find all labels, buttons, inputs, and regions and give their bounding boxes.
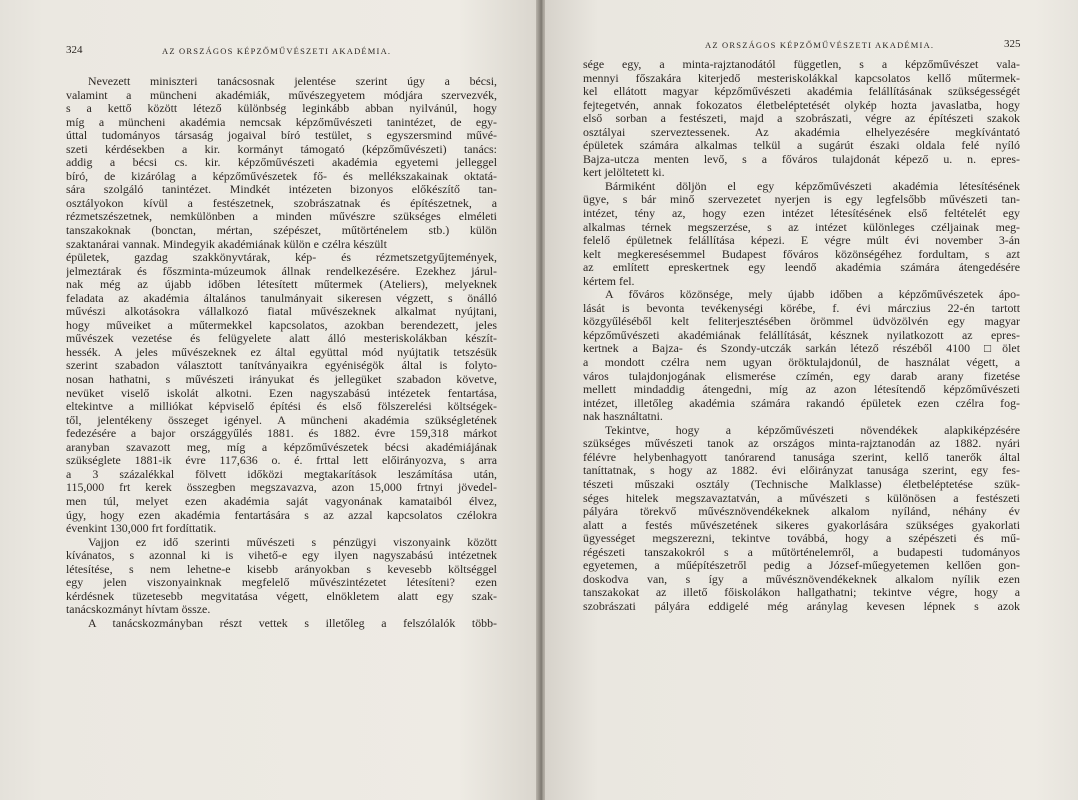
text-line: Nevezett miniszteri tanácsosnak jelentése szerint úgy a bécsi, bbox=[88, 75, 497, 88]
text-line: a mondott czélra nem ugyan öröktulajdonúl, de használat végett, a bbox=[583, 356, 1020, 370]
text-line: kértem fel. bbox=[583, 274, 635, 288]
text-line: A tanácskozmányban részt vettek s illetőleg a felszólalók több- bbox=[88, 616, 497, 630]
text-line: tészeti műszaki osztály (Technische Malklasse) életbeléptetése szük- bbox=[583, 477, 1020, 491]
text-line: nak használtatni. bbox=[583, 410, 663, 424]
text-line: lását is bevonta tevékenységi körébe, f. évi márczius 22-én tartott bbox=[583, 301, 1020, 315]
text-line: valamint a müncheni akadémiák, művészegyetem módjára szervezvék, bbox=[66, 88, 497, 102]
text-line: évenkint 130,000 frt fordíttatik. bbox=[66, 522, 217, 536]
text-line: jelmeztárak és főszminta-múzeumok állnak rendelkezésére. Ezekhez járul- bbox=[66, 264, 497, 278]
right-page-number: 325 bbox=[1004, 38, 1021, 50]
text-line: men túl, melyet ezen akadémia saját vagyonának kamataiból élvez, bbox=[66, 494, 497, 508]
text-line: úgy, hogy ezen akadémia fentartására s az azzal kapcsolatos czélokra bbox=[66, 508, 497, 522]
text-line: nosan hathatni, s művészeti irányukat és jellegüket szabadon követve, bbox=[66, 373, 497, 387]
text-line: kel ellátott magyar képzőművészeti akadémia felállításának szükségességét bbox=[583, 85, 1020, 99]
text-line: közgyűléséből kelt feliterjesztésében örömmel üdvözölvén egy magyar bbox=[583, 315, 1020, 329]
text-line: nevüket viselő iskolát alkotni. Ezen nagyszabású intézetek fentartása, bbox=[66, 386, 497, 400]
text-line: alkalmas térnek megszerzése, s az intézet különleges czéljainak meg- bbox=[583, 220, 1020, 234]
text-line: félévre helybenhagyott tanórarend tanusága szerint, kellő tanerők által bbox=[583, 450, 1020, 464]
text-line: szükséglete 1881-ik évre 117,636 o. é. frttal lett előirányozva, s arra bbox=[66, 454, 497, 468]
text-line: művészi alkotásokra vállalkozó fiatal művészeknek alkalmat nyújtani, bbox=[66, 305, 497, 319]
text-line: osztályai szerveztessenek. Az akadémia elhelyezésére megkívántató bbox=[583, 125, 1020, 139]
text-line: Bajza-utcza menten levő, s a főváros tulajdonát képező u. n. epres- bbox=[583, 152, 1020, 166]
text-line: taníttatnak, s hogy az 1882. évi előirányzat tanusága szerint, egy fes- bbox=[583, 464, 1020, 478]
text-line: ügyességet megszerezni, tekintve továbbá, hogy a szépészeti és mű- bbox=[583, 532, 1020, 546]
text-line: doskodva van, s így a művésznövendékeknek alkalom nyílik ezen bbox=[583, 572, 1020, 586]
text-line: mellett mindaddig átengedni, míg az azon létesítendő képzőművészeti bbox=[583, 383, 1020, 397]
text-line: szobrászati pályára eddigelé még aránylag kevesen lépnek s azok bbox=[583, 599, 1020, 613]
text-line: től, jelentékeny összeget igényel. A müncheni akadémia szükségletének bbox=[66, 413, 497, 427]
text-line: tanszakoknak (bonctan, mértan, szépészet, műtörténelem stb.) külön bbox=[66, 224, 497, 238]
text-line: épületek számára alkalmas telkül a sugárút északi oldala felé nyíló bbox=[583, 139, 1020, 153]
text-line: addig a bécsi cs. kir. képzőművészeti akadémia egyetemi jelleggel bbox=[66, 156, 497, 170]
text-line: kertnek a Bajza- és Szondy-utczák sarkán létező részéből 4100 □ölet bbox=[583, 342, 1020, 356]
text-line: kelt megkeresésemmel Budapest főváros közönségéhez fordultam, s azt bbox=[583, 247, 1020, 261]
text-line: kert jelöltetett ki. bbox=[583, 166, 665, 180]
text-line: hogy műveiket a műtermekkel kapcsolatos, azokban berendezett, jeles bbox=[66, 318, 497, 332]
text-line: pályára törekvő művésznövendékeknek alkalom nyílánd, néhány év bbox=[583, 505, 1020, 519]
text-line: fedezésére a bajor országgyűlés 1881. és 1882. évre 159,318 márkot bbox=[66, 427, 497, 441]
text-line: régészeti tanszakokról s a műtörténelemről, a budapesti tudományos bbox=[583, 545, 1020, 559]
text-line: épületek, gazdag szakkönyvtárak, kép- és rézmetszetgyűjtemények, bbox=[66, 251, 497, 265]
text-line: mennyi főszakára kiterjedő mesteriskolákkal kapcsolatos kellő műtermek- bbox=[583, 71, 1020, 85]
right-running-header: AZ ORSZÁGOS KÉPZŐMŰVÉSZETI AKADÉMIA. bbox=[705, 40, 935, 50]
text-line: egyetemen, a műépítészetről pedig a József-műegyetemen kellően gon- bbox=[583, 559, 1020, 573]
text-line: művészek vezetése és felügyelete alatt álló mesteriskolákban készít- bbox=[66, 332, 497, 346]
text-line: kívánatos, s azonnal ki is vihető-e egy ilyen nagyszabású intézetnek bbox=[66, 549, 497, 563]
text-line: hessék. A jeles művészeknek ez által együttal mód nyújtatik tetszésük bbox=[66, 345, 497, 359]
text-line: képzőművészeti akadémiának felállítását, késznek nyilatkozott az epres- bbox=[583, 328, 1020, 342]
text-line: eltekintve a milliókat képviselő építési és első fölszerelési költségek- bbox=[66, 400, 497, 414]
right-page bbox=[545, 0, 1078, 800]
right-page-body bbox=[583, 58, 1020, 613]
text-line: tanácskozmányt hívtam össze. bbox=[66, 603, 211, 617]
text-line: sége egy, a minta-rajztanodától független, s a képzőművészet vala- bbox=[583, 58, 1020, 71]
text-line: bíró, de kizárólag a képzőművészetek fő- és mellékszakainak oktatá- bbox=[66, 169, 497, 183]
text-line: szeti kérdésekben a kir. kormányt támogató (képzőművészeti) tanács: bbox=[66, 142, 497, 156]
text-line: 115,000 frt kerek összegben megszavazva, azon 15,000 frtnyi jövedel- bbox=[66, 481, 497, 495]
text-line: ügye, s bár minő szervezetet nyerjen is egy legfelsőbb művészeti tan- bbox=[583, 193, 1020, 207]
text-line: egy jelen viszonyainknak megfelelő művészintézetet létesíteni? ezen bbox=[66, 576, 497, 590]
text-line: A főváros közönsége, mely újabb időben a képzőművészetek ápo- bbox=[605, 288, 1020, 302]
text-line: Vajjon ez idő szerinti művészeti s pénzügyi viszonyaink között bbox=[88, 535, 497, 549]
text-line: s a kettő között létező különbség leginkább abban nyilvánúl, hogy bbox=[66, 102, 497, 116]
text-line: szaktanárai vannak. Mindegyik akadémiának külön e czélra készült bbox=[66, 237, 387, 251]
text-line: kérdésnek tüzetesebb megvitatása végett, elnökletem alatt egy szak- bbox=[66, 589, 497, 603]
text-line: úttal tudományos társaság jogaival bíró testület, s egyszersmind művé- bbox=[66, 129, 497, 143]
text-line: intézet, illetőleg akadémia számára rakandó épületek ezen czélra fog- bbox=[583, 396, 1020, 410]
text-line: nak még az újabb időben létesített műtermek (Ateliers), melyeknek bbox=[66, 278, 497, 292]
text-line: rézmetszészetnek, nemkülönben a minden művészre szükséges elméleti bbox=[66, 210, 497, 224]
text-line: Tekintve, hogy a képzőművészeti növendékek alapkiképzésére bbox=[605, 423, 1020, 437]
text-line: város tulajdonjogának elismerése czímén, egy darab arany fizetése bbox=[583, 369, 1020, 383]
text-line: az említett epreskertnek egy leendő akadémia számára átengedésére bbox=[583, 261, 1020, 275]
text-line: osztályokon kívül a festészetnek, szobrászatnak és építészetnek, a bbox=[66, 196, 497, 210]
text-line: szerint szabadon választott tanítványaikra egyéniségök által is folyto- bbox=[66, 359, 497, 373]
text-line: alatt a festés művészetének sikeres gyakorlására szükséges gyakorlati bbox=[583, 518, 1020, 532]
left-running-header: AZ ORSZÁGOS KÉPZŐMŰVÉSZETI AKADÉMIA. bbox=[162, 46, 392, 56]
text-line: szükséges művészeti tanok az országos minta-rajztanodán az 1882. nyári bbox=[583, 437, 1020, 451]
left-page-body bbox=[66, 75, 497, 630]
text-line: aranyban szavazott meg, míg a képzőművészetek bécsi akadémiájának bbox=[66, 440, 497, 454]
text-line: fejtegetvén, annak fokozatos életbeléptetését olykép hozta javaslatba, hogy bbox=[583, 98, 1020, 112]
text-line: felelő épületnek felállítása képezi. E végre múlt évi november 3-án bbox=[583, 234, 1020, 248]
text-line: intézet, tény az, hogy ezen intézet létesítésének első feltételét egy bbox=[583, 207, 1020, 221]
text-line: míg a müncheni akadémia nemcsak képzőművészeti tanintézet, de egy- bbox=[66, 115, 497, 129]
text-line: feladata az akadémia általános tanulmányait sikeresen végzett, s önálló bbox=[66, 291, 497, 305]
text-line: séges hitelek megszavaztatván, a művészeti s különösen a festészeti bbox=[583, 491, 1020, 505]
left-page-number: 324 bbox=[66, 44, 83, 56]
text-line: tanszakokat az illető főiskolákon hallgathatni; tekintve végre, hogy a bbox=[583, 586, 1020, 600]
text-line: első sorban a festészeti, majd a szobrászati, végre az építészeti szakok bbox=[583, 112, 1020, 126]
text-line: Bármiként döljön el egy képzőművészeti akadémia létesítésének bbox=[605, 179, 1020, 193]
text-line: létesítése, s nem lehetne-e kisebb arányokban s kevesebb költséggel bbox=[66, 562, 497, 576]
text-line: sára szolgáló tanintézet. Mindkét intézeten bizonyos előkészítő tan- bbox=[66, 183, 497, 197]
text-line: a 3 százalékkal fölvett időközi megtakarítások leszámítása után, bbox=[66, 467, 497, 481]
